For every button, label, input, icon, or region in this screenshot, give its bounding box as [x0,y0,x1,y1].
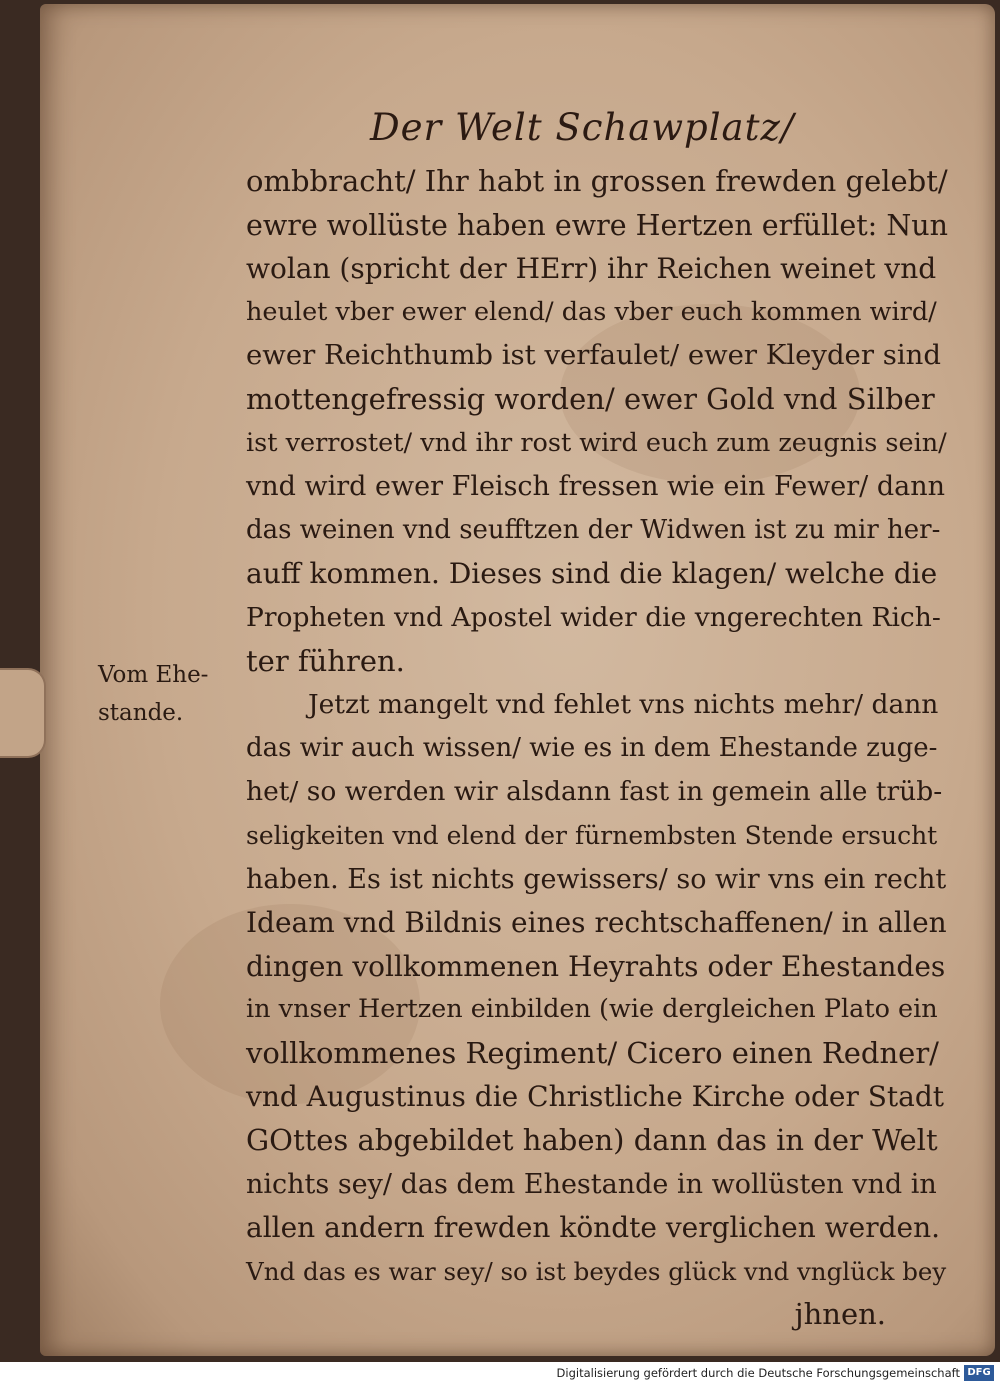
running-header: Der Welt Schawplatz/ [370,106,795,149]
text-line: vnd Augustinus die Christliche Kirche oder Stadt [246,1080,945,1114]
text-line: GOttes abgebildet haben) dann das in der Welt [246,1123,938,1158]
text-line: seligkeiten vnd elend der fürnembsten Stende ersucht [246,820,938,850]
margin-note-line: Vom Ehe- [98,662,209,688]
dfg-logo: DFG [964,1365,994,1381]
text-line: in vnser Hertzen einbilden (wie dergleichen Plato ein [246,994,938,1025]
footer-bar [0,1362,1000,1386]
margin-note-line: stande. [98,700,184,726]
text-line: ombbracht/ Ihr habt in grossen frewden gelebt/ [246,164,948,198]
footer-credit: Digitalisierung gefördert durch die Deutsche Forschungsgemeinschaft [556,1366,960,1380]
text-line: auff kommen. Dieses sind die klagen/ welche die [246,557,938,591]
text-line: allen andern frewden köndte verglichen werden. [246,1211,941,1245]
text-line: ewre wollüste haben ewre Hertzen erfüllet: Nun [246,208,948,242]
catchword: jhnen. [794,1297,886,1332]
text-line: dingen vollkommenen Heyrahts oder Ehestandes [246,949,946,983]
page-tab [0,668,46,758]
text-line: Ideam vnd Bildnis eines rechtschaffenen/ in allen [246,906,947,940]
text-line: nichts sey/ das dem Ehestande in wollüsten vnd in [246,1168,937,1200]
text-line: ist verrostet/ vnd ihr rost wird euch zum zeugnis sein/ [246,427,947,458]
text-line: haben. Es ist nichts gewissers/ so wir vns ein recht [246,863,947,895]
text-line: ewer Reichthumb ist verfaulet/ ewer Kleyder sind [246,339,941,372]
text-line: mottengefressig worden/ ewer Gold vnd Silber [246,381,935,416]
text-line: wolan (spricht der HErr) ihr Reichen weinet vnd [246,252,937,286]
text-line: das weinen vnd seufftzen der Widwen ist zu mir her- [246,514,941,545]
text-line: vollkommenes Regiment/ Cicero einen Redner/ [246,1035,939,1070]
text-line: das wir auch wissen/ wie es in dem Ehestande zuge- [246,732,938,763]
text-line: Jetzt mangelt vnd fehlet vns nichts mehr/ dann [308,689,939,721]
text-line: het/ so werden wir alsdann fast in gemein alle trüb- [246,776,943,808]
body-text [246,160,946,1337]
text-line: heulet vber ewer elend/ das vber euch kommen wird/ [246,296,937,327]
text-line: ter führen. [246,643,405,678]
text-line: vnd wird ewer Fleisch fressen wie ein Fewer/ dann [246,471,946,503]
margin-note [98,656,238,732]
text-line: Propheten vnd Apostel wider die vngerechten Rich- [246,601,941,633]
text-line: Vnd das es war sey/ so ist beydes glück vnd vnglück bey [246,1256,947,1286]
